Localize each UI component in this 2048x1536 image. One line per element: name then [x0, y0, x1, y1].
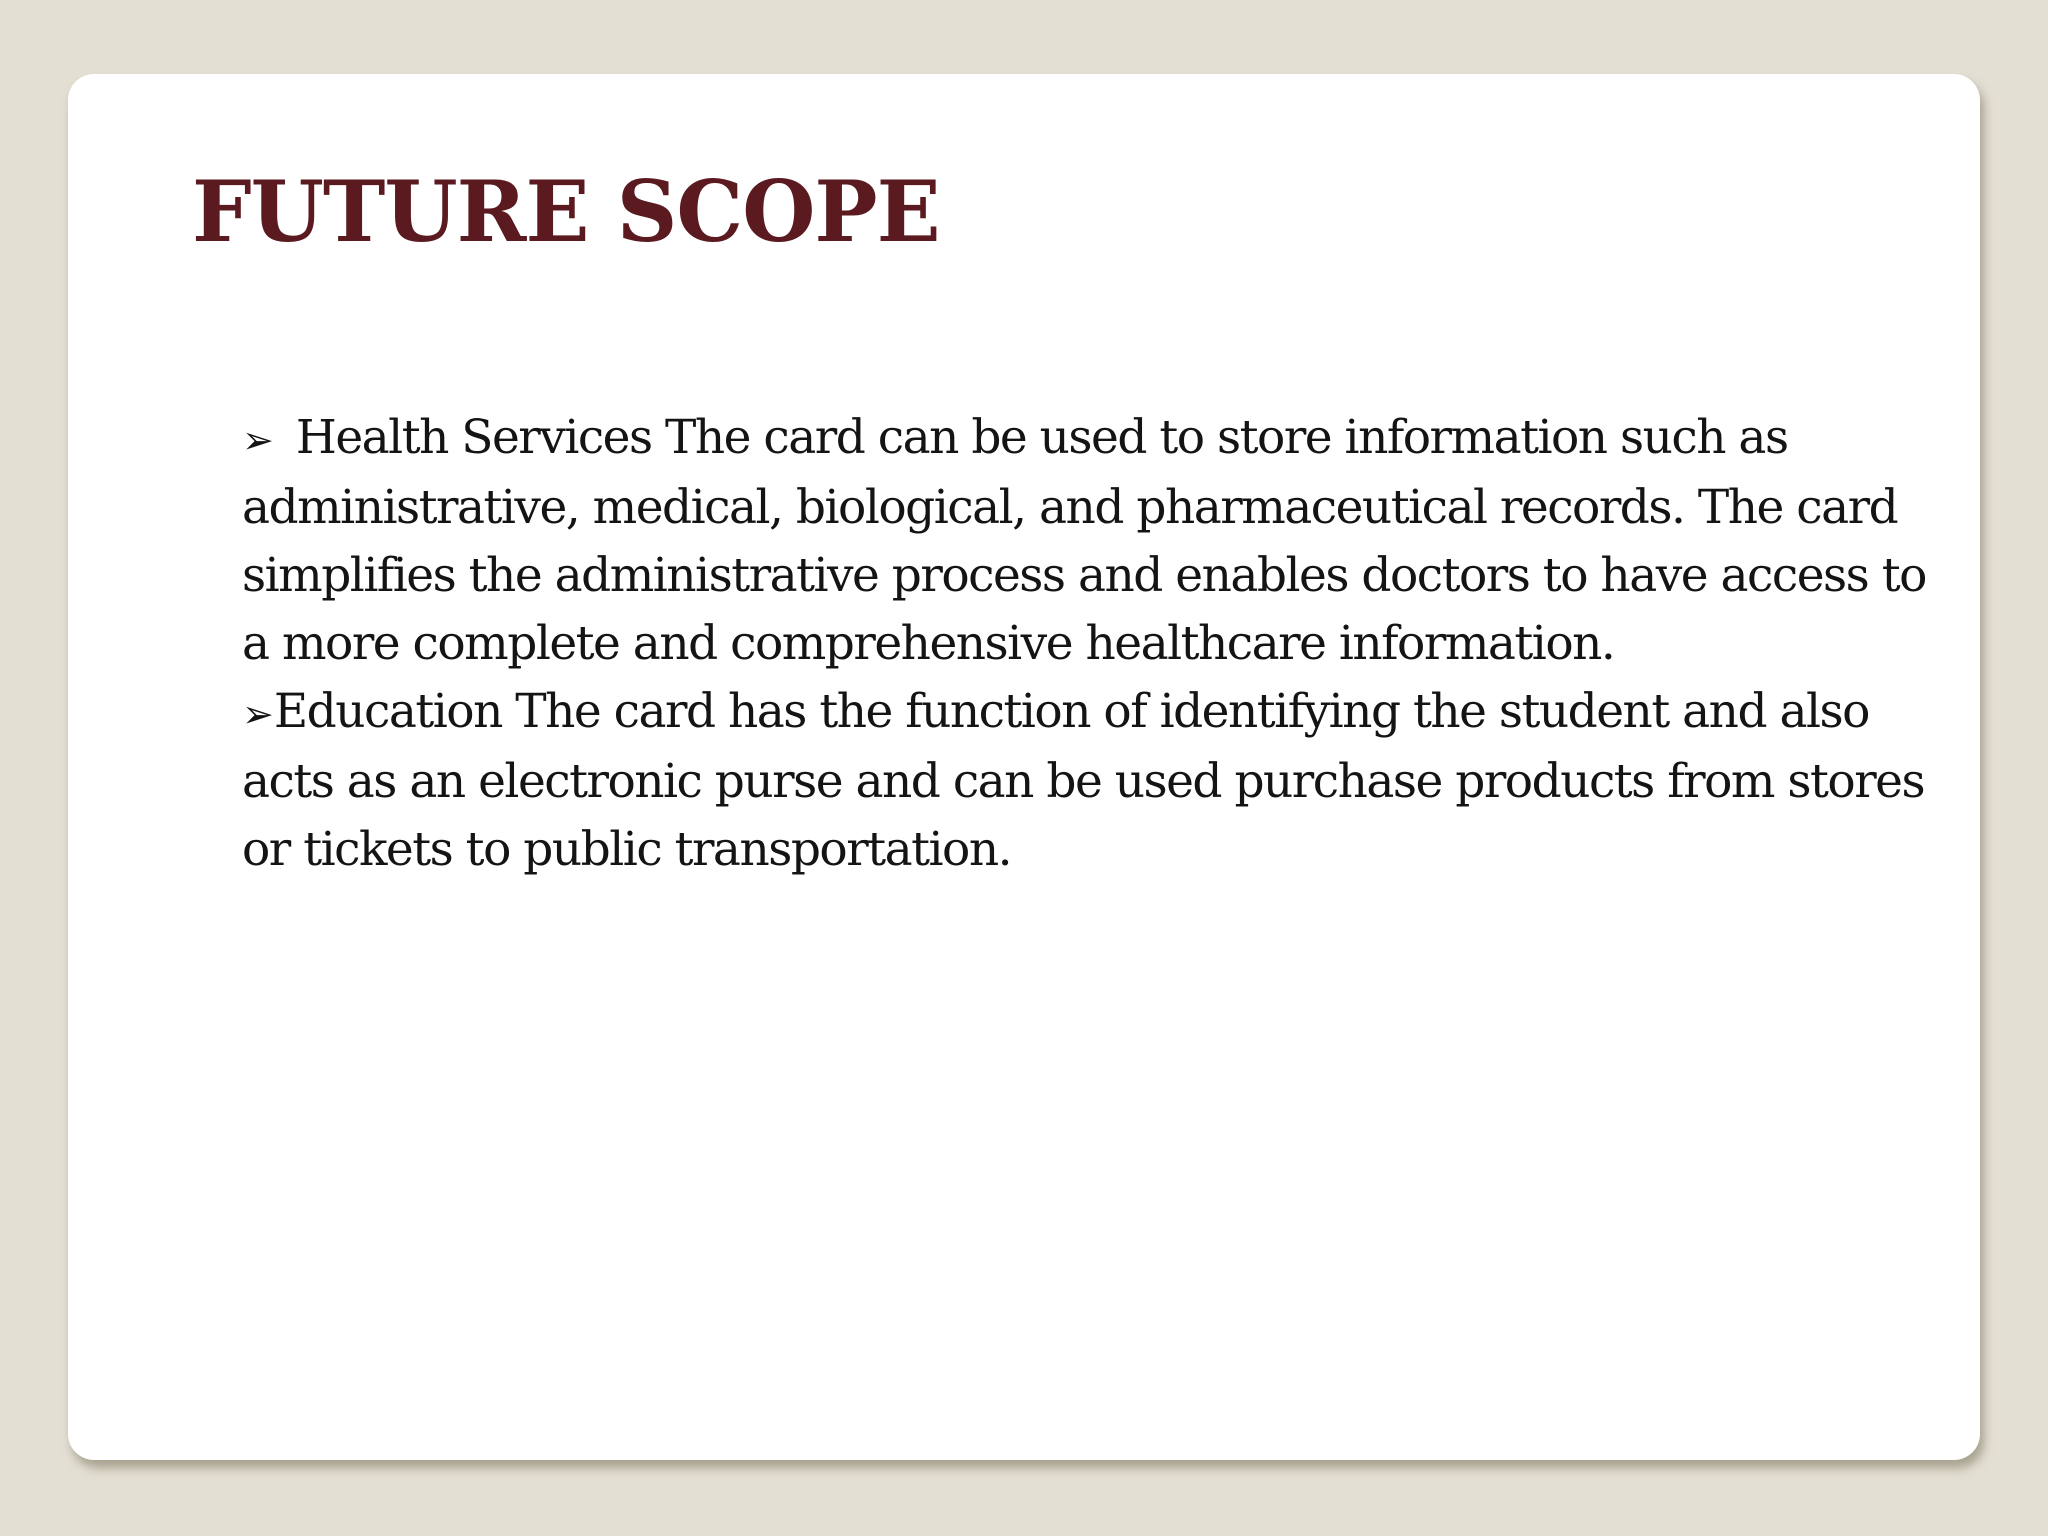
bullet-item-health-services — [242, 404, 1962, 678]
slide-card — [68, 74, 1980, 1460]
bullet-text: Education The card has the function of identifying the student and also acts as an electronic purse and can be used purchase products from stores or tickets to public transportation. — [242, 684, 1925, 877]
slide-title: FUTURE SCOPE — [192, 162, 940, 261]
arrowhead-bullet-icon: ➢ — [242, 692, 274, 736]
arrowhead-bullet-icon: ➢ — [242, 418, 274, 462]
bullet-item-education — [242, 678, 1962, 884]
bullet-text: Health Services The card can be used to store information such as administrative, medical, biological, and pharmaceutical records. The card simplifies the administrative process and enables doctors to have access to a more complete and comprehensive healthcare information. — [242, 410, 1926, 671]
slide-body — [242, 404, 1962, 884]
